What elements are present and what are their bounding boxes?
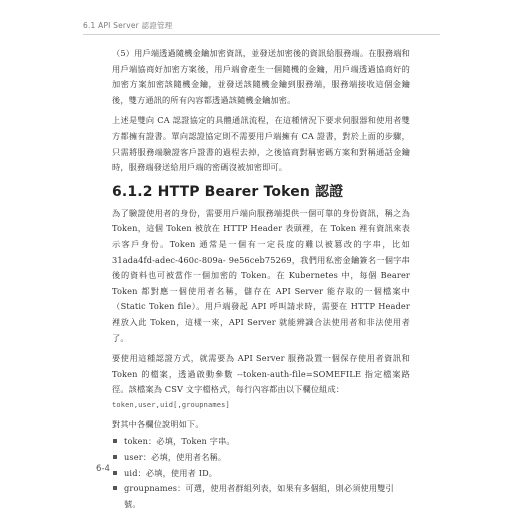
paragraph-token-file: 要使用這種認證方式，就需要為 API Server 服務設置一個保存使用者資訊和 Token 的檔案，透過啟動參數 --token-auth-file=SOMEFILE 指定檔案路徑。該檔案為 CSV 文字檔格式，每行內容都由以下欄位組成： [112, 353, 410, 395]
list-item [112, 434, 410, 450]
list-item-text: groupnames：可選，使用者群組列表，如果有多個組，則必須使用雙引號。 [124, 483, 394, 509]
running-header: 6.1 API Server 認證管理 [83, 21, 173, 30]
page-content [112, 46, 410, 512]
list-item-text: token：必填，Token 字串。 [124, 436, 235, 447]
paragraph-step-5: （5）用戶端透過隨機金鑰加密資訊，並發送加密後的資訊給服務端。在服務端和用戶端協商好加密方案後，用戶端會產生一個隨機的金鑰，用戶端透過協商好的加密方案加密該隨機金鑰，並發送該隨機金鑰到服務端，服務端接收這個金鑰後，雙方通訊的所有內容都透過該隨機金鑰加密。 [112, 48, 410, 105]
field-list [112, 434, 410, 512]
list-item [112, 450, 410, 466]
square-bullet-icon [113, 455, 117, 459]
list-item [112, 466, 410, 482]
page-number: 6-4 [96, 464, 110, 474]
csv-format-code: token,user,uid[,groupnames] [112, 400, 230, 409]
paragraph-token-intro: 為了驗證使用者的身份，需要用戶端向服務端提供一個可靠的身份資訊，稱之為 Token，這個 Token 被放在 HTTP Header 表頭裡，在 Token 裡有資訊來表示客戶身份。Token 通常是一個有一定長度的難以被篡改的字串，比如 31ada4fd-adec-460c-809a- 9e56ceb75269，我們用私密金鑰簽名一個字串後的資料也可被當作一個加密的 Token。在 Kubernetes 中，每個 Bearer Token 都對應一個使用者名稱，儲存在 API Server 能存取的一個檔案中（Static Token file）。用戶端發起 API 呼叫請求時，需要在 HTTP Header 裡放入此 Token，這樣一來，API Server 就能辨識合法使用者和非法使用者了。 [112, 207, 410, 343]
list-item [112, 481, 410, 512]
section-heading: 6.1.2 HTTP Bearer Token 認證 [112, 183, 344, 200]
list-item-text: uid：必填，使用者 ID。 [124, 467, 218, 478]
list-item-text: user：必填，使用者名稱。 [124, 452, 227, 463]
square-bullet-icon [113, 439, 117, 443]
paragraph-ca-summary: 上述是雙向 CA 認證協定的具體通訊流程，在這種情況下要求伺服器和使用者雙方都擁有證書。單向認證協定則不需要用戶端擁有 CA 證書，對於上面的步驟，只需將服務端驗證客戶證書的過程去掉，之後協商對稱密碼方案和對稱通話金鑰時，服務端發送給用戶端的密碼沒被加密即可。 [112, 115, 410, 173]
header-divider [83, 34, 440, 35]
square-bullet-icon [113, 486, 117, 490]
square-bullet-icon [113, 471, 117, 475]
paragraph-field-intro: 對其中各欄位說明如下。 [112, 418, 204, 429]
